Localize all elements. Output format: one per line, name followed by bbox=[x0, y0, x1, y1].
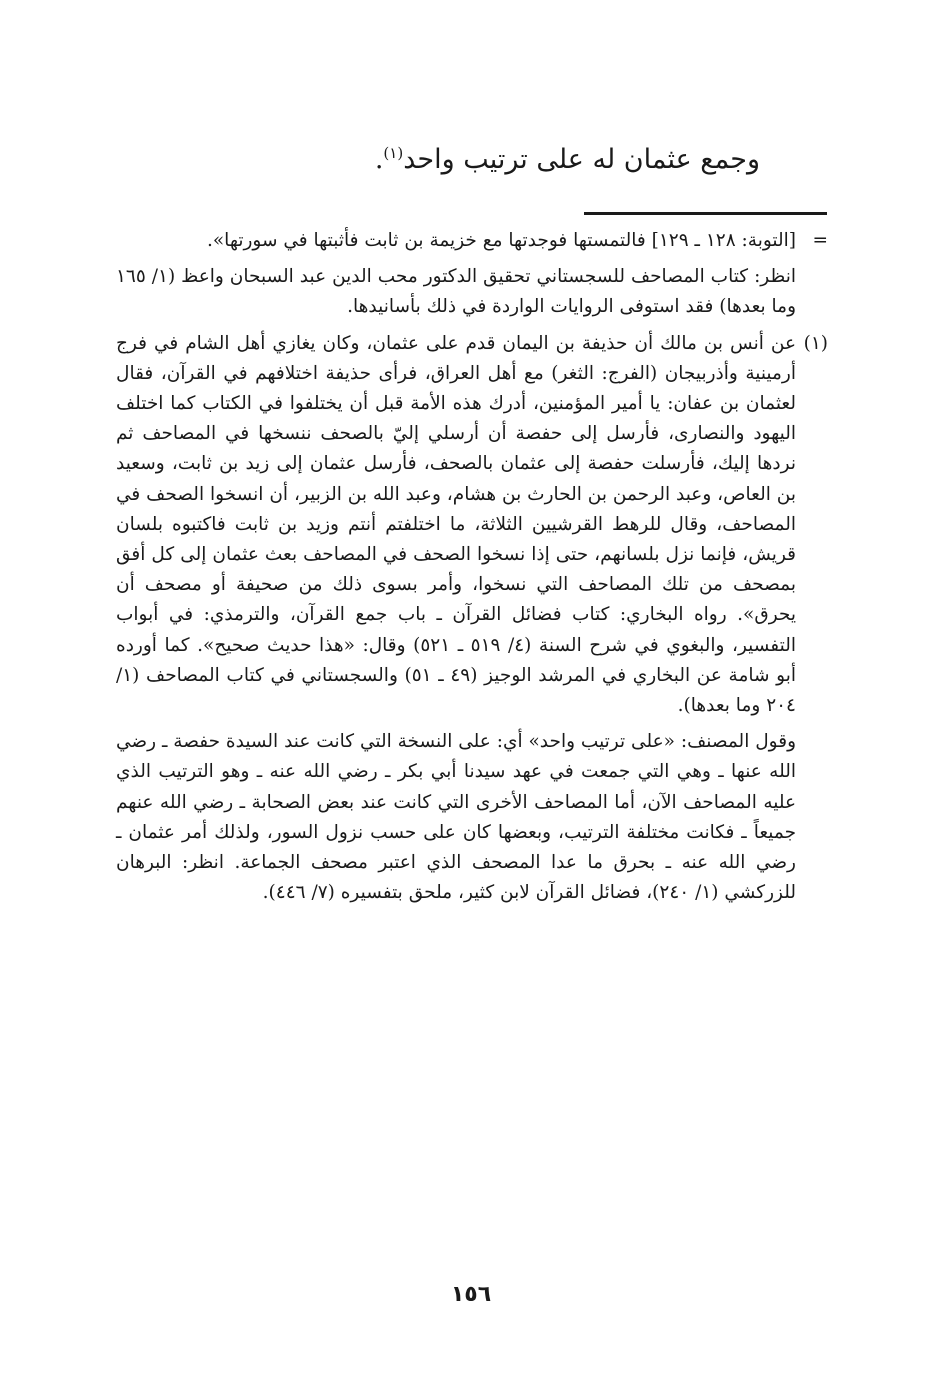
footnote-continuation bbox=[116, 226, 828, 256]
page-number: ١٥٦ bbox=[450, 1282, 492, 1307]
footnote-1-continued bbox=[116, 727, 828, 908]
footnote-paragraph: عن أنس بن مالك أن حذيفة بن اليمان قدم على عثمان، وكان يغازي أهل الشام في فرج أرمينية وأذربيجان (الفرج: الثغر) مع أهل العراق، فرأى حذيفة اختلافهم في القرآن، فقال لعثمان بن عفان: يا أمير المؤمنين، أدرك هذه الأمة قبل أن يختلفوا في الكتاب كما اختلف اليهود والنصارى، فأرسل إلى حفصة أن أرسلي إليّ بالصحف ننسخها في المصاحف ثم نردها إليك، فأرسلت حفصة إلى عثمان بالصحف، فأرسل عثمان إلى زيد بن ثابت، وسعيد بن العاص، وعبد الرحمن بن الحارث بن هشام، وعبد الله بن الزبير، أن انسخوا الصحف في المصاحف، وقال للرهط القرشيين الثلاثة، ما اختلفتم أنتم وزيد بن ثابت فاكتبوه بلسان قريش، فإنما نزل بلسانهم، حتى إذا نسخوا الصحف في المصاحف بعث عثمان إلى كل أفق بمصحف من تلك المصاحف التي نسخوا، وأمر بسوى ذلك من صحيفة أو مصحف أن يحرق». رواه البخاري: كتاب فضائل القرآن ـ باب جمع القرآن، والترمذي: في أبواب التفسير، والبغوي في شرح السنة (٤/ ٥١٩ ـ ٥٢١) وقال: «هذا حديث صحيح». كما أورده أبو شامة عن البخاري في المرشد الوجيز (٤٩ ـ ٥١) والسجستاني في كتاب المصاحف (١/ ٢٠٤ وما بعدها). bbox=[116, 332, 796, 717]
footnote-paragraph: انظر: كتاب المصاحف للسجستاني تحقيق الدكتور محب الدين عبد السبحان واعظ (١/ ١٦٥ وما بعدها) فقد استوفى الروايات الواردة في ذلك بأسانيدها. bbox=[116, 266, 796, 318]
footnote-reference[interactable]: (١) bbox=[383, 144, 404, 162]
footnotes bbox=[116, 226, 828, 908]
footnote-reference-note bbox=[116, 262, 828, 322]
main-text-body: وجمع عثمان له على ترتيب واحد bbox=[403, 144, 760, 175]
footnote-1 bbox=[116, 329, 828, 722]
footnote-separator bbox=[584, 212, 827, 215]
footnote-paragraph: وقول المصنف: «على ترتيب واحد» أي: على النسخة التي كانت عند السيدة حفصة ـ رضي الله عنها ـ وهي التي جمعت في عهد سيدنا أبي بكر ـ رضي الله عنه ـ وهو الترتيب الذي عليه المصاحف الآن، أما المصاحف الأخرى التي كانت عند بعض الصحابة ـ رضي الله عنهم جميعاً ـ فكانت مختلفة الترتيب، وبعضها كان على حسب نزول السور، ولذلك أمر عثمان ـ رضي الله عنه ـ بحرق ما عدا المصحف الذي اعتبر مصحف الجماعة. انظر: البرهان للزركشي (١/ ٢٤٠)، فضائل القرآن لابن كثير، ملحق بتفسيره (٧/ ٤٤٦). bbox=[116, 731, 796, 904]
footnote-marker: (١) bbox=[803, 332, 828, 354]
footnote-paragraph: [التوبة: ١٢٨ ـ ١٢٩] فالتمستها فوجدتها مع خزيمة بن ثابت فأثبتها في سورتها». bbox=[206, 230, 796, 251]
main-text-period: . bbox=[374, 144, 384, 175]
main-text bbox=[200, 138, 760, 182]
continuation-marker: = bbox=[812, 230, 828, 251]
